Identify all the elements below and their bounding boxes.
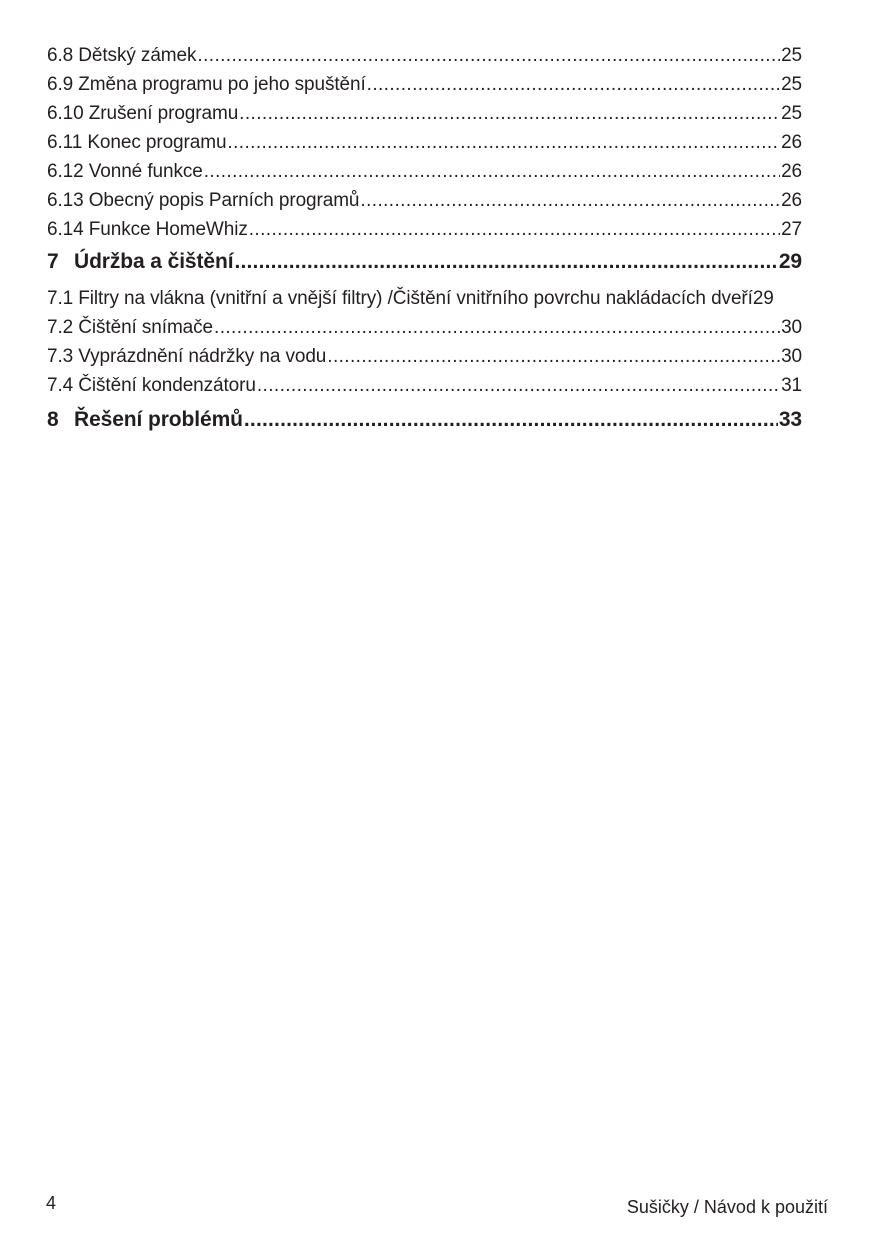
toc-chapter-page: 29 (778, 250, 802, 273)
toc-chapter-heading (47, 402, 243, 438)
toc-entry-6-8[interactable] (47, 41, 802, 70)
toc-entry-title: 7.4 Čištění kondenzátoru (47, 375, 256, 396)
dot-leader (244, 402, 778, 438)
dot-leader (214, 313, 780, 342)
dot-leader (234, 244, 777, 280)
toc-entry-page: 25 (781, 45, 802, 66)
dot-leader (257, 371, 780, 400)
toc-chapter-page: 33 (778, 408, 802, 431)
toc-entry-title: 7.1 Filtry na vlákna (vnitřní a vnější filtry) /Čištění vnitřního povrchu nakládacích dveří (47, 288, 753, 309)
toc-entry-page: 26 (781, 132, 802, 153)
toc-entry-page: 25 (781, 74, 802, 95)
toc-entry-7-1[interactable] (47, 284, 802, 313)
toc-entry-title: 6.11 Konec programu (47, 132, 227, 153)
dot-leader (360, 186, 780, 215)
toc-entry-page: 26 (781, 161, 802, 182)
toc-entry-title: 6.13 Obecný popis Parních programů (47, 190, 360, 211)
toc-entry-6-10[interactable] (47, 99, 802, 128)
dot-leader (249, 215, 780, 244)
dot-leader (327, 342, 780, 371)
dot-leader (204, 157, 780, 186)
footer-page-number: 4 (46, 1193, 57, 1213)
toc-entry-title: 6.10 Zrušení programu (47, 103, 239, 124)
toc-entry-title: 6.8 Dětský zámek (47, 45, 197, 66)
toc-entry-7-3[interactable] (47, 342, 802, 371)
toc-entry-title: 7.2 Čištění snímače (47, 317, 214, 338)
table-of-contents (47, 41, 802, 442)
toc-entry-page: 27 (781, 219, 802, 240)
toc-entry-page: 29 (752, 288, 774, 309)
toc-entry-page: 25 (781, 103, 802, 124)
toc-entry-title: 6.14 Funkce HomeWhiz (47, 219, 248, 240)
footer-document-title: Sušičky / Návod k použití (626, 1197, 828, 1217)
toc-chapter-number: 8 (47, 408, 59, 431)
toc-entry-6-14[interactable] (47, 215, 802, 244)
toc-chapter-heading (47, 244, 233, 280)
toc-chapter-7[interactable] (47, 244, 802, 280)
toc-entry-6-13[interactable] (47, 186, 802, 215)
toc-chapter-title: Údržba a čištění (74, 250, 234, 273)
toc-entry-title: 7.3 Vyprázdnění nádržky na vodu (47, 346, 327, 367)
toc-entry-page: 31 (781, 375, 802, 396)
toc-entry-page: 30 (781, 346, 802, 367)
toc-chapter-8[interactable] (47, 402, 802, 438)
toc-entry-7-2[interactable] (47, 313, 802, 342)
toc-entry-6-11[interactable] (47, 128, 802, 157)
dot-leader (227, 128, 780, 157)
toc-entry-7-4[interactable] (47, 371, 802, 400)
toc-chapter-title: Řešení problémů (74, 408, 243, 431)
dot-leader (367, 70, 780, 99)
toc-entry-page: 26 (781, 190, 802, 211)
toc-entry-6-12[interactable] (47, 157, 802, 186)
dot-leader (197, 41, 780, 70)
toc-entry-title: 6.9 Změna programu po jeho spuštění (47, 74, 366, 95)
toc-entry-title: 6.12 Vonné funkce (47, 161, 203, 182)
toc-chapter-number: 7 (47, 250, 59, 273)
dot-leader (239, 99, 780, 128)
toc-entry-page: 30 (781, 317, 802, 338)
toc-entry-6-9[interactable] (47, 70, 802, 99)
